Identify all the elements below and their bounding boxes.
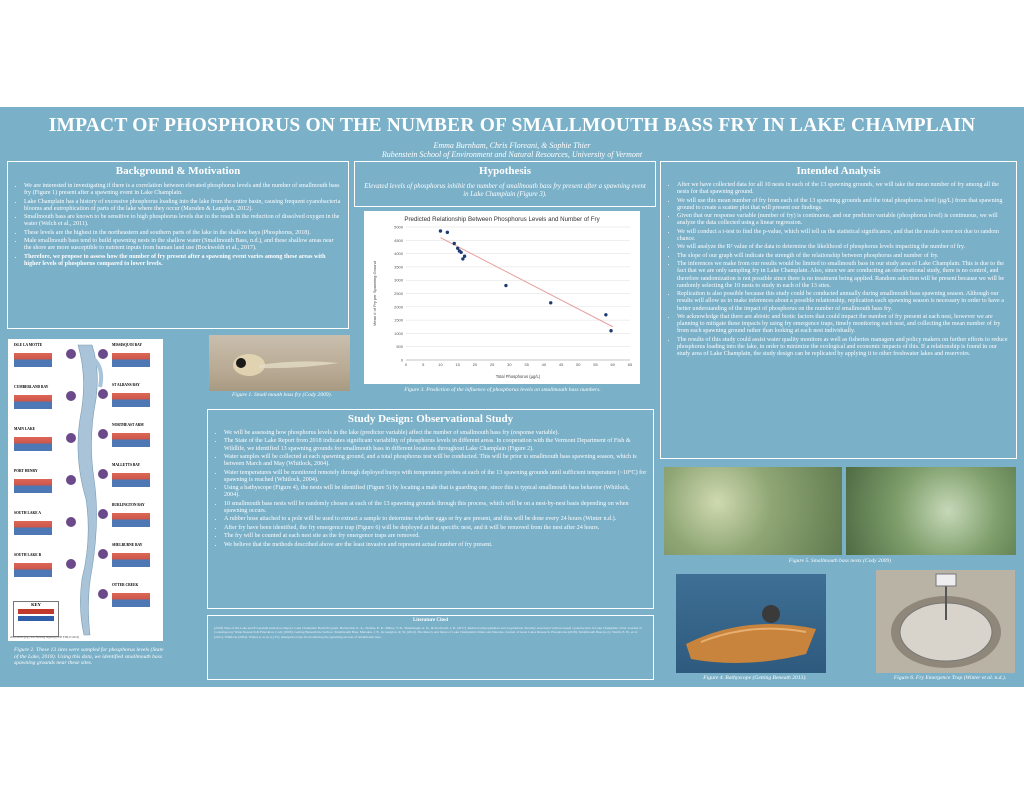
site-panel — [112, 503, 160, 535]
study-bullet: • Water samples will be collected at each spawning ground, and a total phosphorus test will be conducted. This will be prior to smallmouth bass spawning season, which is between March and May (Whitlock, 2004). — [224, 454, 647, 468]
figure-5-caption: Figure 5. Smallmouth bass nests (Cody 2009) — [788, 558, 892, 564]
y-tick-label: 2500 — [394, 291, 403, 296]
fry-illustration — [209, 335, 350, 391]
y-tick-label: 3000 — [394, 277, 403, 283]
x-tick-label: 65 — [627, 362, 633, 367]
site-panel — [14, 343, 62, 375]
authors: Emma Burnham, Chris Floreani, & Sophie Thier — [433, 141, 591, 150]
trap-photo — [876, 570, 1015, 673]
x-tick-label: 35 — [524, 362, 529, 367]
x-tick-label: 60 — [610, 362, 615, 367]
study-bullet: • A rubber hose attached to a pole will be used to extract a sample to determine whether eggs or fry are present, and this will be done every 24 hours (Winter n.d.). — [224, 516, 647, 523]
hypothesis-heading: Hypothesis — [479, 165, 531, 177]
site-panel — [112, 383, 160, 415]
site-panel — [112, 423, 160, 455]
x-tick-label: 15 — [455, 362, 460, 367]
scatter-chart — [364, 211, 640, 384]
data-point — [453, 242, 456, 245]
data-point — [609, 329, 612, 332]
figure-6-caption: Figure 6. Fry Emergence Trap (Winter et al. n.d.). — [893, 675, 1007, 681]
site-label: SOUTH LAKE A — [14, 511, 41, 515]
data-point — [604, 313, 607, 316]
site-panel — [14, 427, 62, 459]
x-tick-label: 50 — [576, 362, 581, 367]
site-sparkline — [14, 479, 52, 493]
site-marker — [66, 391, 76, 401]
site-panel — [112, 463, 160, 495]
figure-1-caption: Figure 1. Small mouth bass fry (Cody 2009). — [231, 392, 332, 398]
analysis-bullet: • The slope of our graph will indicate the strength of the relationship between phosphorus and number of fry. — [677, 253, 1010, 260]
study-heading: Study Design: Observational Study — [347, 413, 514, 425]
site-panel — [112, 543, 160, 575]
analysis-bullet: • The inferences we make from our results would be limited to smallmouth bass in our study area of Lake Champlain. This is due to the fact that we are only sampling fry in Lake Champlain. Also, since we are conducting an observational study, there is no control, and therefore randomization is not possible since there is no treatment being applied. Random selection will be present because we will be randomly selecting the 10 nests to study in each of the 13 sites. — [677, 261, 1010, 290]
y-tick-label: 4000 — [394, 251, 403, 257]
boat-illustration — [676, 574, 826, 673]
literature-heading: Literature Cited — [412, 618, 449, 623]
key-swatch-blue — [18, 616, 54, 621]
site-marker — [98, 389, 108, 399]
x-tick-label: 20 — [472, 362, 478, 367]
x-tick-label: 10 — [438, 362, 443, 367]
background-section — [7, 161, 349, 329]
site-marker — [98, 589, 108, 599]
site-marker — [98, 349, 108, 359]
poster — [0, 107, 1024, 687]
hypothesis-section — [354, 161, 656, 207]
data-point — [549, 301, 552, 304]
site-label: MALLETTS BAY — [112, 463, 141, 467]
analysis-heading: Intended Analysis — [796, 165, 881, 177]
site-sparkline — [112, 353, 150, 367]
study-bullet: • We believe that the methods described above are the least invasive and represent actual number of fry present. — [224, 542, 647, 549]
background-conclusion: • Therefore, we propose to assess how the number of fry present after a spawning event varies among these areas with higher levels of phosphorus compared to lower levels. — [24, 254, 342, 268]
site-label: MISSISQUOI BAY — [112, 343, 142, 347]
site-marker — [98, 509, 108, 519]
site-label: NORTHEAST ARM — [112, 423, 144, 427]
analysis-section — [660, 161, 1017, 459]
x-tick-label: 30 — [507, 362, 512, 367]
site-sparkline — [14, 521, 52, 535]
site-sparkline — [112, 473, 150, 487]
background-bullet: • Lake Champlain has a history of excessive phosphorus loading into the lake from the entire basin, causing frequent cyanobacteria blooms and eutrophication of parts of the lake where they occur (Marsden & Langdon, 2012). — [24, 199, 342, 213]
site-panel — [14, 553, 62, 585]
background-bullet: • Smallmouth bass are known to be sensitive to high phosphorus levels due to the result in the reduction of dissolved oxygen in the water (Welch et al., 2011). — [24, 214, 342, 228]
site-sparkline — [14, 563, 52, 577]
site-sparkline — [112, 553, 150, 567]
y-axis-label: Mean # of Fry per Spawning Ground — [372, 261, 377, 326]
x-tick-label: 0 — [404, 362, 408, 367]
site-marker — [66, 349, 76, 359]
key-swatch-red — [18, 609, 54, 614]
analysis-bullet: • We will analyze the R² value of the data to determine the likelihood of phosphorus levels impacting the number of fry. — [677, 244, 1010, 251]
site-label: OTTER CREEK — [112, 583, 139, 587]
data-point — [463, 255, 466, 258]
x-tick-label: 55 — [593, 362, 598, 367]
site-label: MAIN LAKE — [14, 427, 36, 431]
x-tick-label: 25 — [489, 362, 495, 367]
site-label: SOUTH LAKE B — [14, 553, 41, 557]
lake-map-figure — [8, 339, 163, 641]
literature-text: (2018) State of the Lake and Ecosystem Indicators Report. Lake Champlain Basin Program. Bockwoldt, K. A., Nodine, E. R., Mihuc, T. B., Shambaugh, A. D., & Stockwell, J. D. (2017). Reduced phytoplankton and zooplankton diversity associated with increased cyanobacteria in Lake Champlain, USA. Journal of Contemporary Water Research & Education. Cody (2009). Getting Beneath the Surface. Smallmouth Bass. Marsden, J. E., & Langdon, R. W. (2012). The history and future of Lake Champlain's fishes and fisheries. Journal of Great Lakes Research. Phosphorus (2018). Smallmouth Bass (n.d.). Welch, E. B., et al. (2011). Whitlock (2004). Winter et al. (n.d.). Fry emergence traps for monitoring the spawning success of smallmouth bass. — [214, 626, 642, 639]
site-label: BURLINGTON BAY — [112, 503, 145, 507]
analysis-bullet: • Replication is also possible because this study could be conducted annually during smallmouth bass spawning season. Although our results will allow us to make inferences about a possible relationship, replication each spawning season is necessary in order to have a better understanding of the impact of phosphorus on the number of smallmouth bass fry. — [677, 291, 1010, 313]
x-tick-label: 40 — [541, 362, 547, 367]
map-key-label: KEY — [31, 602, 41, 607]
data-point — [459, 251, 462, 254]
study-bullet: • After fry have been identified, the fry emergence trap (Figure 6) will be deployed at that specific nest, and it will be removed from the nest after 24 hours. — [224, 525, 647, 532]
site-label: CUMBERLAND BAY — [14, 385, 49, 389]
x-tick-label: 5 — [422, 362, 425, 367]
y-tick-label: 4500 — [394, 237, 403, 243]
study-bullet: • We will be assessing how phosphorus levels in the lake (predictor variable) affect the number of smallmouth bass fry (response variable). — [224, 430, 647, 437]
site-sparkline — [112, 433, 150, 447]
study-bullet: • The State of the Lake Report from 2018 indicates significant variability of phosphorus levels in different areas. In cooperation with the Vermont Department of Fish & Wildlife, we identified 13 spawning grounds for smallmouth bass in different locations throughout Lake Champlain (Figure 2). — [224, 438, 647, 452]
figure-3-caption: Figure 3. Prediction of the influence of phosphorus levels on smallmouth bass numbers. — [404, 387, 601, 393]
site-marker — [66, 433, 76, 443]
analysis-bullet: • After we have collected data for all 10 nests in each of the 13 spawning grounds, we will take the mean number of fry among all the nests for that spawning ground. — [677, 182, 1010, 196]
site-panel — [14, 385, 62, 417]
site-marker — [66, 475, 76, 485]
study-bullet: • 10 smallmouth bass nests will be randomly chosen at each of the 13 spawning grounds through this process, which will be on a nest-by-nest basis depending on when spawning occurs. — [224, 501, 647, 515]
affiliation: Rubenstein School of Environment and Natural Resources, University of Vermont — [381, 150, 643, 159]
figure-2-caption: Figure 2. These 13 sites were sampled for phosphorus levels (State of the Lake, 2018). Using this data, we identified smallmouth bass spawning grounds near these sites. — [14, 647, 164, 667]
site-marker — [66, 517, 76, 527]
site-sparkline — [112, 513, 150, 527]
x-tick-label: 45 — [558, 362, 564, 367]
study-list — [208, 430, 653, 549]
y-tick-label: 2000 — [394, 304, 403, 310]
nest-photo-2 — [846, 467, 1016, 555]
site-panel — [112, 343, 160, 375]
y-tick-label: 500 — [396, 344, 403, 350]
site-label: ISLE LA MOTTE — [14, 343, 43, 347]
chart-title: Predicted Relationship Between Phosphorus Levels and Number of Fry — [404, 216, 600, 223]
site-sparkline — [112, 593, 150, 607]
analysis-bullet: • We acknowledge that there are abiotic and biotic factors that could impact the number of fry present at each nest, however we are planning to mitigate these impacts by using fry emergence traps, timely monitoring each nest, and collecting the mean number of fry from each spawning ground rather than looking at each nest individually. — [677, 314, 1010, 336]
trap-illustration — [876, 570, 1015, 673]
background-bullet: • These levels are the highest in the northeastern and southern parts of the lake in the shallow bays (Phosphorus, 2018). — [24, 230, 342, 237]
analysis-bullet: • We will use this mean number of fry from each of the 13 spawning grounds and the total phosphorus level (µg/L) from that spawning ground to create a scatter plot that will present our findings. — [677, 198, 1010, 212]
site-sparkline — [14, 437, 52, 451]
analysis-bullet: • We will conduct a t-test to find the p-value, which will tell us the statistical significance, and that the results were not due to random chance. — [677, 229, 1010, 243]
poster-title: IMPACT OF PHOSPHORUS ON THE NUMBER OF SMALLMOUTH BASS FRY IN LAKE CHAMPLAIN — [48, 115, 976, 136]
study-section — [207, 409, 654, 609]
site-marker — [66, 559, 76, 569]
site-marker — [98, 429, 108, 439]
site-panel — [14, 511, 62, 543]
site-marker — [98, 469, 108, 479]
nest-photo-1 — [664, 467, 842, 555]
figure-4-caption: Figure 4. Bathyscope (Getting Beneath 2013). — [703, 675, 807, 681]
y-tick-label: 1000 — [394, 330, 403, 336]
chart-container — [364, 211, 640, 384]
data-point — [504, 284, 507, 287]
bathyscope-photo — [676, 574, 826, 673]
analysis-bullet: • Given that our response variable (number of fry) is continuous, and our predictor variable (phosphorus level) is continuous, we will analyze the data collected using a linear regression. — [677, 213, 1010, 227]
background-bullet: • We are interested in investigating if there is a correlation between elevated phosphorus levels and the number of smallmouth bass fry (Figure 1) present after a spawning event in Lake Champlain. — [24, 183, 342, 197]
y-tick-label: 0 — [400, 357, 403, 363]
site-sparkline — [112, 393, 150, 407]
site-panel — [14, 469, 62, 501]
y-tick-label: 3500 — [394, 264, 403, 270]
data-point — [446, 231, 449, 234]
map-key — [13, 601, 59, 637]
literature-section — [207, 615, 654, 680]
site-panel — [112, 583, 160, 615]
site-sparkline — [14, 353, 52, 367]
map-note: 2001-2018 (e.g., low flowing region) (CHF FIELD 2016) — [10, 635, 80, 639]
data-point — [439, 229, 442, 232]
site-sparkline — [14, 395, 52, 409]
y-tick-label: 5000 — [394, 224, 403, 230]
background-bullet: • Male smallmouth bass tend to build spawning nests in the shallow water (Smallmouth Bass, n.d.), and these shallow areas near the shore are more susceptible to nutrient inputs from human land use (Bockwoldt et al., 2017). — [24, 238, 342, 252]
site-label: PORT HENRY — [14, 469, 38, 473]
x-axis-label: Total Phosphorus (µg/L) — [495, 374, 541, 379]
hypothesis-text: Elevated levels of phosphorus inhibit the number of smallmouth bass fry present after a spawning event in Lake Champlain (Figure 3). — [364, 183, 646, 198]
site-marker — [98, 549, 108, 559]
site-label: ST ALBANS BAY — [112, 383, 140, 387]
study-bullet: • Using a bathyscope (Figure 4), the nests will be identified (Figure 5) by locating a male that is guarding one, since this is typical smallmouth bass behavior (Whitlock, 2004). — [224, 485, 647, 499]
analysis-list — [661, 182, 1016, 358]
site-label: SHELBURNE BAY — [112, 543, 143, 547]
study-bullet: • Water temperatures will be monitored remotely through deployed buoys with temperature probes at each of the 13 spawning grounds until sufficient temperature (~10°C) for spawning is reached (Whitlock, 2004). — [224, 470, 647, 484]
background-list — [8, 183, 348, 268]
trend-line — [440, 238, 612, 327]
y-tick-label: 1500 — [394, 317, 403, 323]
analysis-bullet: • The results of this study could assist water quality monitors as well as fisheries managers and policy makers on further efforts to reduce phosphorus loading into the lake, in order to minimize the ecological and economic impacts of this. If a relationship is found in our study area of Lake Champlain, the study design can be replicated by applying it to other freshwater lakes and reservoirs. — [677, 337, 1010, 359]
study-bullet: • The fry will be counted at each nest site as the fry emergence traps are removed. — [224, 533, 647, 540]
fry-photo — [209, 335, 350, 391]
background-heading: Background & Motivation — [115, 165, 241, 177]
